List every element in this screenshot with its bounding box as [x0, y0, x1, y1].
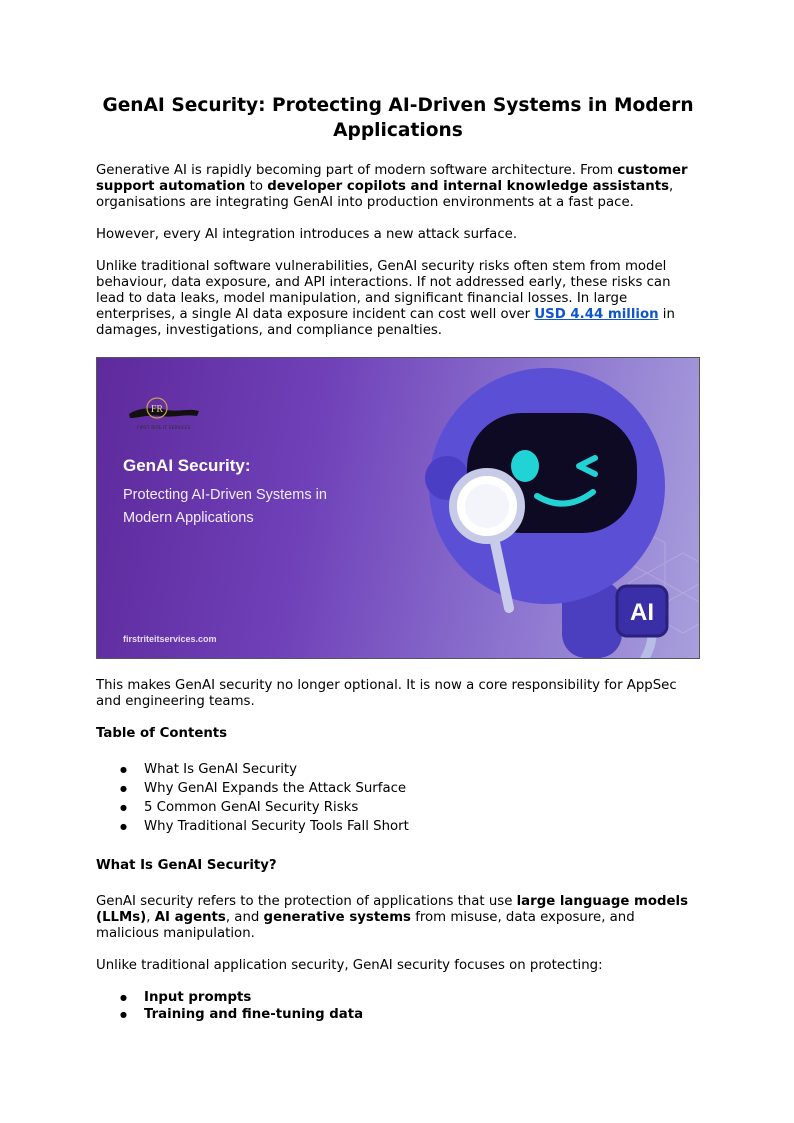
protect-item-label: Training and fine-tuning data [144, 1006, 364, 1022]
intro-bold-2: developer copilots and internal knowledge assistants [267, 179, 670, 194]
def-bold-2: AI agents [154, 910, 226, 925]
robot-illustration [397, 358, 699, 658]
cost-link[interactable]: USD 4.44 million [534, 307, 659, 322]
hero-image [96, 357, 700, 659]
definition-paragraph [96, 894, 700, 942]
attack-surface-paragraph: However, every AI integration introduces a new attack surface. [96, 227, 518, 242]
intro-text-2: to [245, 179, 268, 194]
def-text-3: , and [225, 910, 264, 925]
def-text-2: , [146, 910, 155, 925]
toc-item[interactable]: ● Why GenAI Expands the Attack Surface [96, 779, 700, 798]
page-title: GenAI Security: Protecting AI-Driven Systems in Modern Applications [102, 95, 694, 141]
def-bold-1: large language models (LLMs) [96, 894, 688, 925]
brush-stroke-shape [129, 408, 199, 418]
hero-url: firstriteitservices.com [123, 634, 217, 644]
hero-subtitle-line2: Modern Applications [123, 509, 254, 526]
def-bold-3: generative systems [263, 910, 411, 925]
logo-text: FR [150, 404, 164, 415]
intro-text-3: , organisations are integrating GenAI into production environments at a fast pace. [96, 179, 674, 210]
toc-item[interactable]: ● What Is GenAI Security [96, 760, 700, 779]
toc-list [96, 760, 700, 836]
hero-title: GenAI Security: [123, 456, 251, 475]
protect-item [96, 1007, 700, 1024]
risks-text-2: in damages, investigations, and compliance penalties. [96, 307, 675, 338]
focus-paragraph: Unlike traditional application security, GenAI security focuses on protecting: [96, 958, 603, 973]
risks-text-1: Unlike traditional software vulnerabilities, GenAI security risks often stem from model behaviour, data exposure, and API interactions. If not addressed early, these risks can lead to data leaks, model manipulation, and significant financial losses. In large enterprises, a single AI data exposure incident can cost well over [96, 259, 671, 322]
responsibility-paragraph: This makes GenAI security no longer optional. It is now a core responsibility for AppSec and engineering teams. [96, 678, 677, 709]
toc-item[interactable]: ● 5 Common GenAI Security Risks [96, 798, 700, 817]
def-text-4: from misuse, data exposure, and malicious manipulation. [96, 910, 635, 941]
intro-paragraph [96, 163, 700, 211]
def-text-1: GenAI security refers to the protection of applications that use [96, 894, 517, 909]
magnifier-glass [465, 484, 509, 528]
risks-paragraph [96, 259, 700, 339]
toc-item[interactable]: ● Why Traditional Security Tools Fall Short [96, 817, 700, 836]
intro-text-1: Generative AI is rapidly becoming part of modern software architecture. From [96, 163, 618, 178]
intro-bold-1: customer support automation [96, 163, 688, 194]
protect-item-label: Input prompts [144, 990, 252, 1005]
hero-subtitle [123, 484, 403, 529]
section-heading: What Is GenAI Security? [96, 858, 277, 873]
protect-item [96, 990, 700, 1007]
protect-list [96, 990, 700, 1023]
toc-heading: Table of Contents [96, 726, 228, 741]
document-page [96, 94, 700, 1039]
hero-subtitle-line1: Protecting AI-Driven Systems in [123, 487, 327, 503]
robot-eye-left [511, 450, 539, 482]
logo-subtitle: FIRST RITE IT SERVICES [137, 425, 191, 430]
ai-badge-text: AI [630, 599, 654, 626]
